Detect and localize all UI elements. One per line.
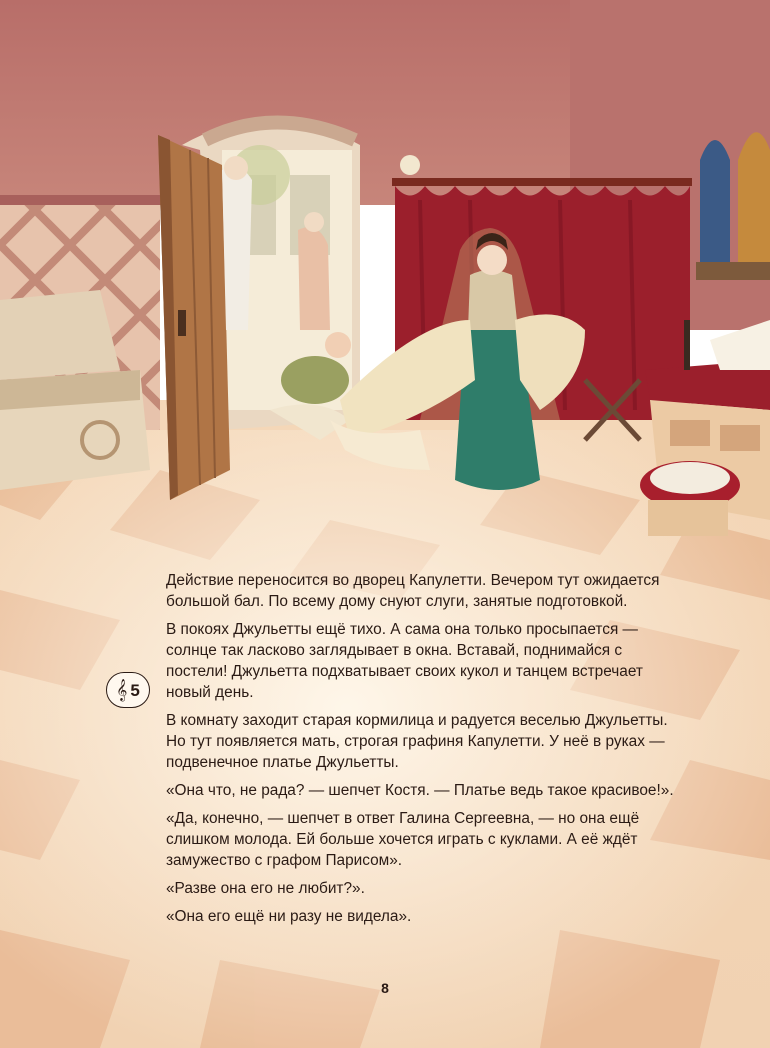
track-number: 5 (130, 680, 140, 700)
treble-clef-icon: 𝄞 (116, 678, 128, 701)
paragraph: «Она его ещё ни разу не видела». (166, 908, 412, 925)
paragraph: «Она что, не рада? — шепчет Костя. — Платье ведь такое красивое!». (166, 782, 674, 799)
audio-track-badge[interactable] (106, 672, 150, 708)
paragraph: «Да, конечно, — шепчет в ответ Галина Сергеевна, — но она ещё слишком молода. Ей больше хочется играть с куклами. А её ждёт замужество с графом Парисом». (166, 810, 640, 869)
story-text (166, 570, 686, 934)
paragraph: Действие переносится во дворец Капулетти. Вечером тут ожидается большой бал. По всему дому снуют слуги, занятые подготовкой. (166, 572, 660, 610)
paragraph: В покоях Джульетты ещё тихо. А сама она только просыпается — солнце так ласково заглядывает в окна. Вставай, поднимайся с постели! Джульетта подхватывает своих кукол и танцем встречает новый день. (166, 621, 643, 701)
paragraph: «Разве она его не любит?». (166, 880, 365, 897)
open-wooden-door (158, 135, 230, 500)
page-number: 8 (381, 980, 389, 996)
paragraph: В комнату заходит старая кормилица и радуется веселью Джульетты. Но тут появляется мать, строгая графиня Капулетти. У неё в руках — подвенечное платье Джульетты. (166, 712, 668, 771)
